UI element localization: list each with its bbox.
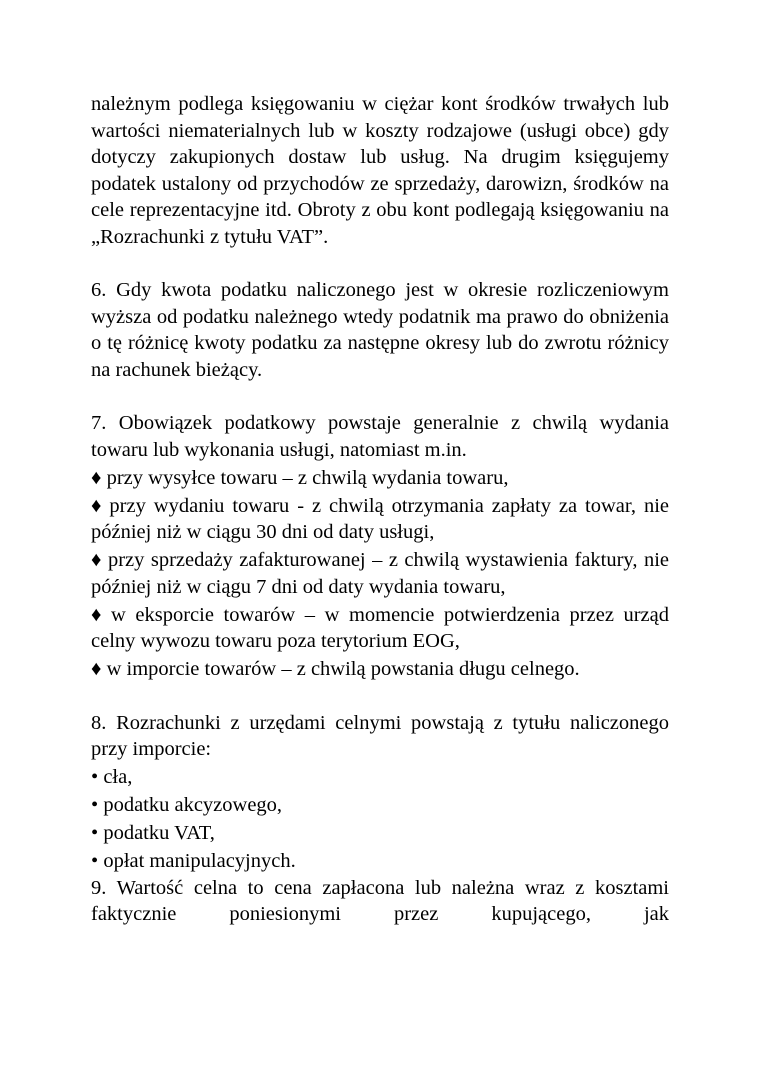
paragraph-gap — [91, 383, 669, 410]
bullet-icon: • — [91, 822, 99, 844]
list-item — [91, 819, 669, 847]
list-item-text: podatku VAT, — [103, 822, 215, 844]
diamond-bullet-icon: ♦ — [91, 603, 102, 626]
list-item — [91, 847, 669, 875]
paragraph-8: 8. Rozrachunki z urzędami celnymi powstają z tytułu naliczonego przy imporcie: — [91, 711, 669, 760]
text-body — [91, 91, 669, 928]
list-item-text: opłat manipulacyjnych. — [103, 850, 296, 872]
list-7 — [91, 463, 669, 683]
list-item — [91, 463, 669, 491]
list-item-text: przy wysyłce towaru – z chwilą wydania towaru, — [106, 466, 509, 489]
list-item — [91, 763, 669, 791]
list-8 — [91, 763, 669, 875]
list-item — [91, 546, 669, 601]
paragraph-9: 9. Wartość celna to cena zapłacona lub należna wraz z kosztami faktycznie poniesionymi przez kupującego, jak — [91, 876, 669, 925]
paragraph-7: 7. Obowiązek podatkowy powstaje generalnie z chwilą wydania towaru lub wykonania usługi, natomiast m.in. — [91, 412, 669, 461]
paragraph-gap — [91, 250, 669, 277]
paragraph-6: 6. Gdy kwota podatku naliczonego jest w okresie rozliczeniowym wyższa od podatku należnego wtedy podatnik ma prawo do obniżenia o tę różnicę kwoty podatku za następne okresy lub do zwrotu różnicy na rachunek bieżący. — [91, 279, 669, 381]
diamond-bullet-icon: ♦ — [91, 658, 102, 680]
list-item-text: w eksporcie towarów – w momencie potwierdzenia przez urząd celny wywozu towaru poza terytorium EOG, — [91, 603, 670, 652]
paragraph-intro: należnym podlega księgowaniu w ciężar kont środków trwałych lub wartości niematerialnych lub w koszty rodzajowe (usługi obce) gdy dotyczy zakupionych dostaw lub usług. Na drugim księgujemy podatek ustalony od przychodów ze sprzedaży, darowizn, środków na cele reprezentacyjne itd. Obroty z obu kont podlegają księgowaniu na „Rozrachunki z tytułu VAT”. — [91, 93, 669, 248]
list-item — [91, 655, 669, 683]
diamond-bullet-icon: ♦ — [91, 466, 102, 489]
diamond-bullet-icon: ♦ — [91, 494, 102, 517]
paragraph-gap — [91, 683, 669, 710]
list-item-text: cła, — [103, 766, 133, 788]
list-item-text: podatku akcyzowego, — [103, 794, 283, 816]
bullet-icon: • — [91, 850, 99, 872]
list-item-text: w imporcie towarów – z chwilą powstania długu celnego. — [106, 658, 580, 680]
list-item — [91, 600, 669, 655]
bullet-icon: • — [91, 794, 99, 816]
list-item-text: przy wydaniu towaru - z chwilą otrzymania zapłaty za towar, nie później niż w ciągu 30 dni od daty usługi, — [91, 494, 670, 543]
list-item — [91, 491, 669, 546]
bullet-icon: • — [91, 766, 99, 788]
list-item-text: przy sprzedaży zafakturowanej – z chwilą wystawienia faktury, nie później niż w ciągu 7 dni od daty wydania towaru, — [91, 549, 670, 598]
diamond-bullet-icon: ♦ — [91, 549, 102, 571]
list-item — [91, 791, 669, 819]
